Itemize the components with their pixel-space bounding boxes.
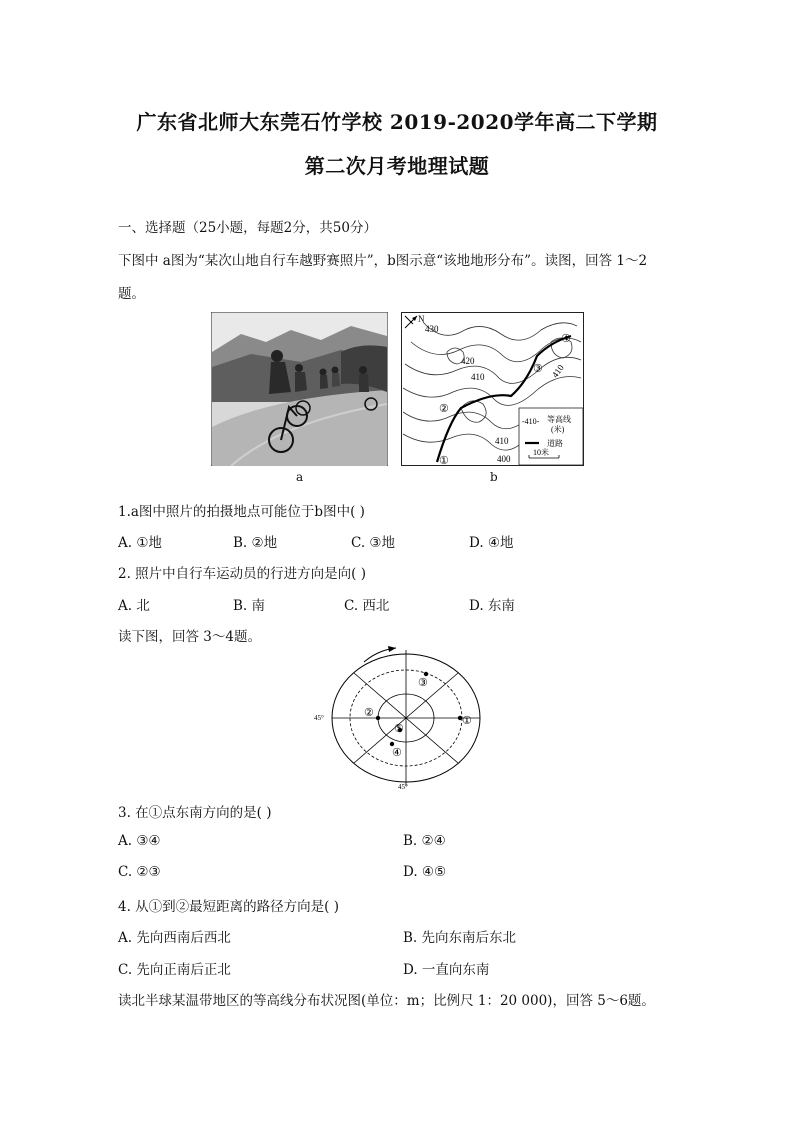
contour-label: 410	[495, 436, 509, 446]
question-1-stem: 1.a图中照片的拍摄地点可能位于b图中( )	[118, 504, 365, 520]
figure-b-caption: b	[490, 470, 498, 484]
polar-point-2: ②	[364, 707, 374, 719]
question-2-stem: 2. 照片中自行车运动员的行进方向是向( )	[118, 566, 366, 582]
figure-polar-projection	[312, 646, 492, 792]
polar-point-3: ③	[418, 677, 428, 689]
q4-option-b: B. 先向东南后东北	[403, 930, 517, 946]
q4-option-c: C. 先向正南后正北	[118, 962, 231, 978]
intro-q1-2: 下图中 a图为“某次山地自行车越野赛照片”，b图示意“该地地形分布”。读图，回答 1～2	[118, 253, 648, 269]
intro-q5-6: 读北半球某温带地区的等高线分布状况图(单位：m；比例尺 1：20 000)，回答 5～6题。	[118, 993, 655, 1009]
point-label-1: ①	[439, 455, 449, 466]
q3-option-a: A. ③④	[118, 833, 161, 849]
legend-scale-text: 10米	[533, 448, 549, 457]
latitude-label-bottom: 45°	[398, 783, 408, 791]
question-4-stem: 4. 从①到②最短距离的路径方向是( )	[118, 899, 339, 915]
contour-label: 410	[471, 372, 485, 382]
figure-a-photo	[211, 312, 388, 466]
contour-label: 420	[461, 356, 475, 366]
legend-contour-unit: (米)	[551, 425, 565, 434]
figure-b-contour-map	[401, 312, 584, 466]
q3-option-c: C. ②③	[118, 864, 161, 880]
point-label-3: ③	[533, 363, 543, 375]
q3-option-d: D. ④⑤	[403, 864, 447, 880]
intro-q3-4: 读下图，回答 3～4题。	[118, 629, 261, 645]
figure-a-caption: a	[296, 470, 304, 484]
polar-diagram-svg	[312, 646, 492, 792]
polar-point-4: ④	[392, 747, 402, 759]
legend-contour-text: 等高线	[547, 415, 571, 424]
contour-map-svg	[401, 312, 584, 466]
north-label: N	[418, 314, 425, 324]
q3-option-b: B. ②④	[403, 833, 446, 849]
legend-road-text: 道路	[547, 439, 563, 448]
question-3-stem: 3. 在①点东南方向的是( )	[118, 805, 272, 821]
q4-option-a: A. 先向西南后西北	[118, 930, 231, 946]
q1-option-c: C. ③地	[351, 535, 396, 551]
q2-option-d: D. 东南	[469, 598, 515, 614]
q2-option-a: A. 北	[118, 598, 150, 614]
point-label-4: ④	[561, 333, 571, 345]
contour-label: 400	[497, 454, 511, 464]
contour-label: 410	[549, 362, 566, 380]
intro-q1-2-continued: 题。	[118, 286, 145, 302]
q2-option-b: B. 南	[233, 598, 266, 614]
q2-option-c: C. 西北	[344, 598, 390, 614]
point-label-2: ②	[439, 403, 449, 415]
q4-option-d: D. 一直向东南	[403, 962, 490, 978]
legend-contour-sample: -410-	[522, 417, 540, 426]
q1-option-d: D. ④地	[469, 535, 514, 551]
latitude-label-left: 45°	[314, 714, 324, 722]
title-line-1: 广东省北师大东莞石竹学校 2019-2020学年高二下学期	[136, 110, 658, 134]
q1-option-a: A. ①地	[118, 535, 162, 551]
title-line-2: 第二次月考地理试题	[304, 154, 490, 178]
section-header: 一、选择题（25小题，每题2分，共50分）	[118, 220, 377, 236]
polar-point-5: ⑤	[394, 723, 404, 735]
cyclist-photo-image	[211, 312, 388, 466]
polar-point-1: ①	[462, 715, 472, 727]
q1-option-b: B. ②地	[233, 535, 278, 551]
contour-label: 430	[425, 324, 439, 334]
